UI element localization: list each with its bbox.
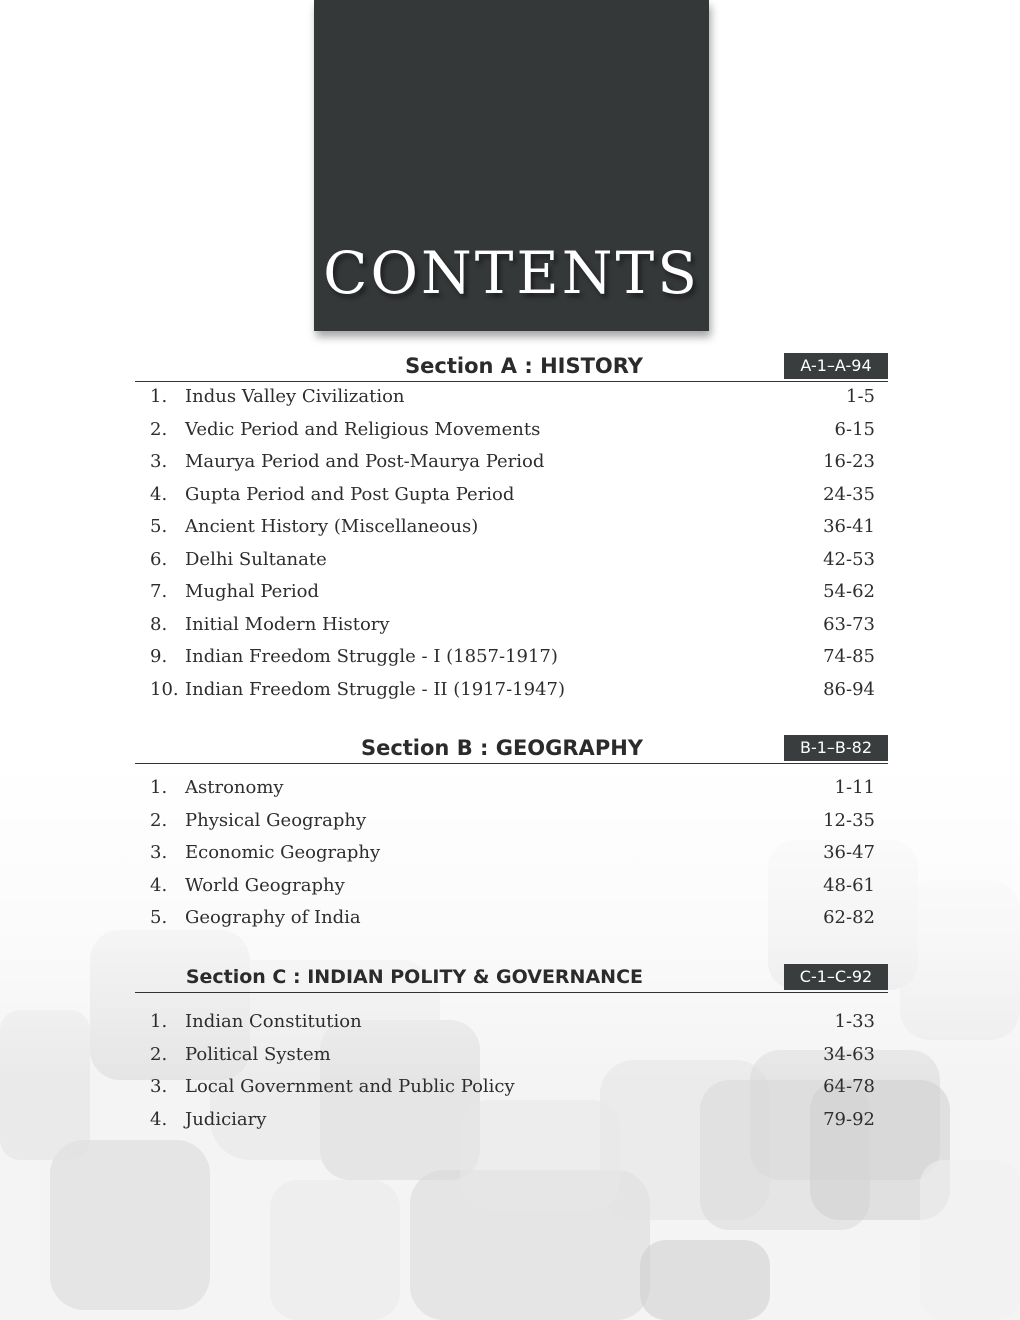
item-number: 4. [150,1108,168,1130]
page-range: 6-15 [834,418,875,440]
page-range: 64-78 [823,1076,875,1097]
page-range: 34-63 [823,1043,875,1065]
section-a-header [135,353,888,382]
page-range: 74-85 [823,646,875,667]
toc-row[interactable] [135,446,888,479]
contents-title-box [314,0,709,331]
chapter-title: Judiciary [185,1108,267,1130]
section-c-page-range: C-1–C-92 [784,964,888,990]
chapter-title: Mughal Period [185,581,320,602]
toc-row[interactable] [135,674,888,707]
toc-row[interactable] [135,609,888,642]
page-range: 16-23 [823,451,875,472]
item-number: 7. [150,581,168,602]
item-number: 3. [150,1076,168,1097]
item-number: 2. [150,418,168,440]
toc-row[interactable] [135,381,888,414]
section-b-title: Section B : GEOGRAPHY [360,736,643,760]
item-number: 3. [150,842,168,863]
item-number: 1. [150,777,168,798]
page-title: CONTENTS [323,239,700,307]
chapter-title: Indian Freedom Struggle - I (1857-1917) [185,646,558,667]
chapter-title: Ancient History (Miscellaneous) [185,516,479,537]
chapter-title: Vedic Period and Religious Movements [185,418,541,440]
item-number: 2. [150,809,168,831]
section-a-list [135,381,888,706]
chapter-title: Delhi Sultanate [185,548,327,570]
chapter-title: Physical Geography [185,809,367,831]
page-range: 1-11 [834,777,875,798]
page-range: 54-62 [823,581,875,602]
chapter-title: Geography of India [185,907,361,928]
item-number: 4. [150,874,168,896]
toc-row[interactable] [135,1104,888,1137]
item-number: 10. [150,678,179,700]
section-a-title: Section A : HISTORY [405,354,643,378]
page-range: 86-94 [823,678,875,700]
item-number: 4. [150,483,168,505]
page-range: 12-35 [823,809,875,831]
toc-row[interactable] [135,902,888,935]
item-number: 5. [150,907,168,928]
toc-row[interactable] [135,1071,888,1104]
toc-row[interactable] [135,544,888,577]
chapter-title: Indian Freedom Struggle - II (1917-1947) [185,678,566,700]
item-number: 1. [150,1011,168,1032]
page-range: 63-73 [823,613,875,635]
section-c-title: Section C : INDIAN POLITY & GOVERNANCE [185,966,643,988]
item-number: 5. [150,516,168,537]
chapter-title: Maurya Period and Post-Maurya Period [185,451,545,472]
toc-row[interactable] [135,1006,888,1039]
chapter-title: Astronomy [185,777,284,798]
toc-row[interactable] [135,870,888,903]
chapter-title: Indus Valley Civilization [185,386,405,407]
chapter-title: Indian Constitution [185,1011,362,1032]
section-b-header [135,735,888,764]
page-range: 79-92 [823,1108,875,1130]
chapter-title: Economic Geography [185,842,381,863]
chapter-title: Gupta Period and Post Gupta Period [185,483,515,505]
page-range: 62-82 [823,907,875,928]
toc-row[interactable] [135,511,888,544]
section-c-list [135,1006,888,1136]
toc-row[interactable] [135,576,888,609]
item-number: 1. [150,386,168,407]
toc-row[interactable] [135,837,888,870]
section-c-header [135,964,888,993]
chapter-title: World Geography [185,874,345,896]
page-range: 36-47 [823,842,875,863]
toc-row[interactable] [135,479,888,512]
toc-row[interactable] [135,1039,888,1072]
page-range: 48-61 [823,874,875,896]
chapter-title: Political System [185,1043,331,1065]
item-number: 6. [150,548,168,570]
item-number: 3. [150,451,168,472]
item-number: 2. [150,1043,168,1065]
item-number: 9. [150,646,168,667]
section-a-page-range: A-1–A-94 [784,353,888,379]
section-b-list [135,772,888,935]
page-range: 1-33 [834,1011,875,1032]
chapter-title: Local Government and Public Policy [185,1076,515,1097]
chapter-title: Initial Modern History [185,613,390,635]
page-range: 36-41 [823,516,875,537]
section-b-page-range: B-1–B-82 [784,735,888,761]
toc-row[interactable] [135,772,888,805]
page-range: 24-35 [823,483,875,505]
page-range: 42-53 [823,548,875,570]
item-number: 8. [150,613,168,635]
page-range: 1-5 [846,386,875,407]
toc-row[interactable] [135,805,888,838]
toc-row[interactable] [135,641,888,674]
toc-row[interactable] [135,414,888,447]
